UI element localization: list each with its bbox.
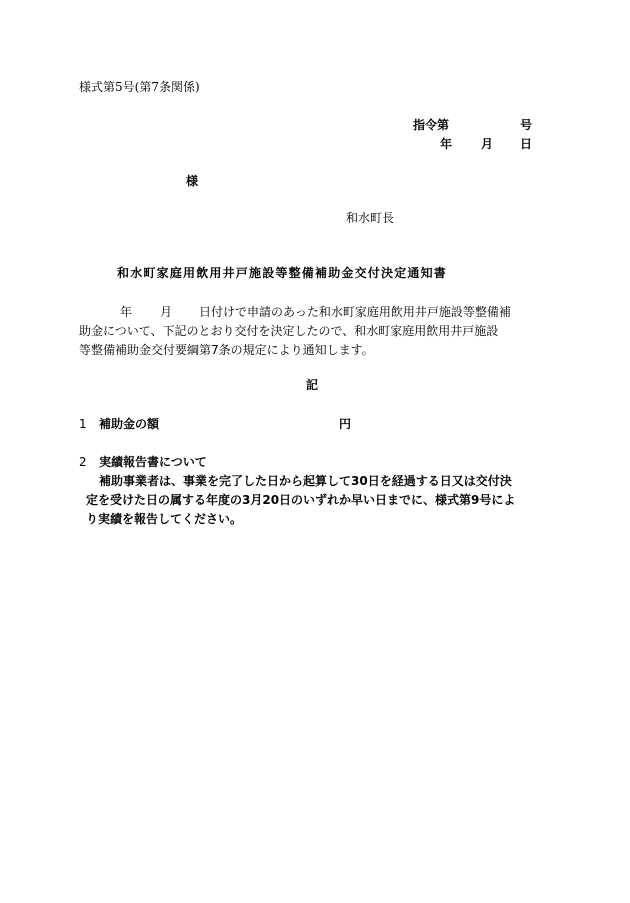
item2-label: 実績報告書について <box>99 455 207 469</box>
doc-number-prefix: 指令第 <box>413 118 450 132</box>
item2-line1: 補助事業者は、事業を完了した日から起算して30日を経過する日又は交付決 <box>99 474 512 488</box>
date-day: 日 <box>520 137 533 151</box>
item2-line3: り実績を報告してください。 <box>86 512 243 526</box>
body-year: 年 <box>120 305 133 319</box>
item1-label: 補助金の額 <box>99 417 160 431</box>
document-title: 和水町家庭用飲用井戸施設等整備補助金交付決定通知書 <box>117 266 448 280</box>
form-label: 様式第5号(第7条関係) <box>79 80 200 94</box>
addressee-honorific: 様 <box>186 174 199 188</box>
date-year: 年 <box>440 137 453 151</box>
date-month: 月 <box>481 137 494 151</box>
body-month: 月 <box>160 305 173 319</box>
body-line3: 等整備補助金交付要綱第7条の規定により通知します。 <box>79 343 374 357</box>
ki-heading: 記 <box>306 378 319 392</box>
issuer: 和水町長 <box>346 211 395 225</box>
body-line2: 助金について、下記のとおり交付を決定したので、和水町家庭用飲用井戸施設 <box>79 324 499 338</box>
item1-unit: 円 <box>339 417 352 431</box>
item1-number: 1 <box>79 417 87 431</box>
doc-number-suffix: 号 <box>520 118 533 132</box>
item2-number: 2 <box>79 455 87 469</box>
item2-line2: 定を受けた日の属する年度の3月20日のいずれか早い日までに、様式第9号によ <box>86 493 516 507</box>
body-line1: 日付けで申請のあった和水町家庭用飲用井戸施設等整備補 <box>199 305 511 319</box>
